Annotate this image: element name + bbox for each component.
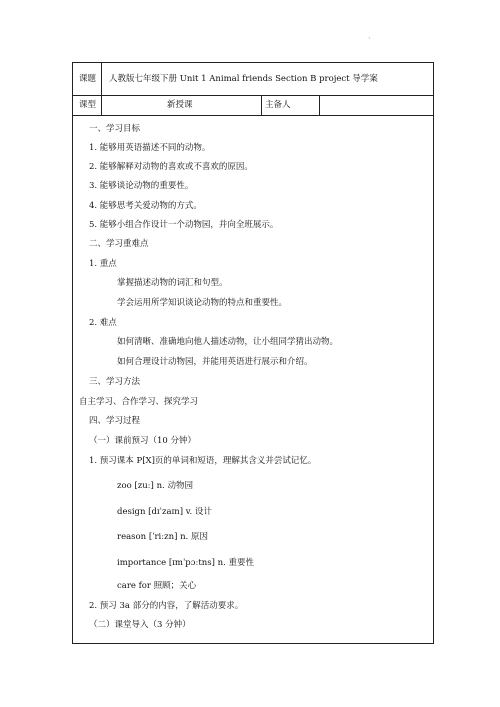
objective-item: 2. 能够解释对动物的喜欢或不喜欢的原因。	[89, 162, 253, 172]
section-heading: 四、学习过程	[89, 416, 141, 426]
section-heading: 二、学习重难点	[89, 239, 149, 249]
vocab-item: design [dɪˈzaɪn] v. 设计	[117, 507, 212, 517]
paragraph: 2. 预习 3a 部分的内容，了解活动要求。	[89, 601, 244, 611]
vocab-item: importance [ɪmˈpɔːtns] n. 重要性	[117, 558, 254, 568]
paragraph: 学会运用所学知识谈论动物的特点和重要性。	[117, 298, 288, 308]
lesson-plan-table	[72, 62, 434, 644]
lesson-type-label: 课型	[79, 100, 97, 110]
col-divider	[261, 95, 262, 115]
topic-value: 人教版七年级下册 Unit 1 Animal friends Section B project 导学案	[109, 74, 378, 84]
page-mark: ·	[368, 34, 371, 43]
objective-item: 5. 能够小组合作设计一个动物园，并向全班展示。	[89, 220, 279, 230]
vocab-item: care for 照顾；关心	[117, 581, 197, 591]
paragraph: 掌握描述动物的词汇和句型。	[117, 278, 228, 288]
paragraph: 1. 预习课本 P[X]页的单词和短语，理解其含义并尝试记忆。	[89, 456, 317, 466]
row-divider	[73, 115, 433, 116]
row-divider	[73, 95, 433, 96]
objective-item: 3. 能够谈论动物的重要性。	[89, 181, 194, 191]
paragraph: 如何清晰、准确地向他人描述动物，让小组同学猜出动物。	[117, 337, 339, 347]
col-divider	[319, 95, 320, 115]
section-heading: 三、学习方法	[89, 377, 141, 387]
paragraph: 如何合理设计动物园，并能用英语进行展示和介绍。	[117, 357, 313, 367]
section-heading: 一、学习目标	[89, 124, 141, 134]
subheading: 1. 重点	[89, 259, 117, 269]
objective-item: 4. 能够思考关爱动物的方式。	[89, 201, 202, 211]
objective-item: 1. 能够用英语描述不同的动物。	[89, 143, 211, 153]
col-divider	[101, 63, 102, 115]
preparer-label: 主备人	[265, 100, 291, 110]
subheading: 2. 难点	[89, 318, 117, 328]
subsection-heading: （一）课前预习（10 分钟）	[89, 436, 197, 446]
topic-label: 课题	[79, 74, 97, 84]
paragraph: 自主学习、合作学习、探究学习	[79, 397, 199, 407]
lesson-type-value: 新授课	[167, 100, 193, 110]
vocab-item: reason [ˈriːzn] n. 原因	[117, 532, 208, 542]
subsection-heading: （二）课堂导入（3 分钟）	[89, 620, 191, 630]
vocab-item: zoo [zuː] n. 动物园	[117, 481, 193, 491]
